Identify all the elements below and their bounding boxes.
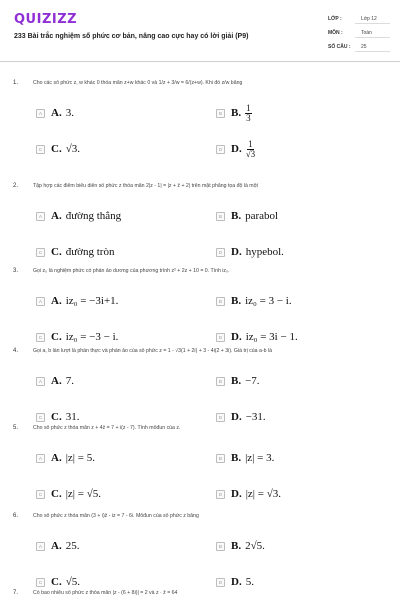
option-letter: A. <box>51 375 62 387</box>
option-letter: C. <box>51 576 62 588</box>
meta-value: Toán <box>355 28 390 38</box>
option-checkbox[interactable]: B <box>216 454 225 463</box>
option-letter: D. <box>231 411 242 423</box>
option-b[interactable] <box>216 294 292 308</box>
option-value: iz₀ = 3i − 1. <box>245 331 298 343</box>
option-checkbox[interactable]: A <box>36 109 45 118</box>
option-checkbox[interactable]: B <box>216 297 225 306</box>
option-checkbox[interactable]: C <box>36 145 45 154</box>
option-text <box>231 104 252 123</box>
option-text <box>231 295 292 307</box>
question-text: Cho số phức z thỏa mãn (3 + i)z̄ - iz = 7 - 6i. Môđun của số phức z bằng <box>33 513 199 519</box>
option-text <box>231 140 255 159</box>
fraction <box>246 140 255 159</box>
option-text <box>231 331 298 343</box>
option-text <box>51 295 118 307</box>
option-checkbox[interactable]: B <box>216 109 225 118</box>
meta-row-class <box>328 12 390 26</box>
option-letter: D. <box>231 246 242 258</box>
option-a[interactable] <box>36 209 121 223</box>
option-text <box>51 488 101 500</box>
option-value: 5. <box>245 576 254 588</box>
option-c[interactable] <box>36 410 79 424</box>
option-text <box>51 246 114 258</box>
option-d[interactable] <box>216 410 266 424</box>
question-number: 1. <box>13 80 19 86</box>
meta-row-subject <box>328 26 390 40</box>
option-value: 25. <box>65 540 80 552</box>
option-d[interactable] <box>216 245 284 259</box>
option-letter: D. <box>231 331 242 343</box>
option-a[interactable] <box>36 539 79 553</box>
option-letter: B. <box>231 452 242 464</box>
option-a[interactable] <box>36 294 118 308</box>
option-letter: A. <box>51 540 62 552</box>
option-b[interactable] <box>216 374 260 388</box>
option-text <box>51 331 118 343</box>
option-checkbox[interactable]: C <box>36 333 45 342</box>
meta-label: LỚP : <box>328 16 342 22</box>
option-c[interactable] <box>36 575 80 589</box>
option-letter: D. <box>231 488 242 500</box>
option-d[interactable] <box>216 330 298 344</box>
option-text <box>231 411 266 423</box>
option-letter: C. <box>51 488 62 500</box>
option-c[interactable] <box>36 245 114 259</box>
option-letter: C. <box>51 143 62 155</box>
question-number: 5. <box>13 425 19 431</box>
option-checkbox[interactable]: D <box>216 413 225 422</box>
option-text <box>231 210 278 222</box>
question-text: Có bao nhiêu số phức z thỏa mãn |z - (6 + 8i)| = 2 và z · z̄ = 64 <box>33 590 178 596</box>
option-checkbox[interactable]: D <box>216 333 225 342</box>
meta-label: MÔN : <box>328 30 343 36</box>
option-text <box>231 452 274 464</box>
option-checkbox[interactable]: C <box>36 248 45 257</box>
option-checkbox[interactable]: A <box>36 454 45 463</box>
question-number: 4. <box>13 348 19 354</box>
option-b[interactable] <box>216 451 274 465</box>
option-value: iz₀ = −3 − i. <box>65 331 119 343</box>
option-checkbox[interactable]: D <box>216 248 225 257</box>
question-text: Tập hợp các điểm biểu diễn số phức z thỏa mãn 2|z - 1| = |z + z̄ + 2| trên mặt phẳng tọa độ là một <box>33 183 258 189</box>
option-text <box>51 452 95 464</box>
option-value: 3. <box>65 107 74 119</box>
option-text <box>51 107 74 119</box>
option-letter: C. <box>51 246 62 258</box>
option-a[interactable] <box>36 374 74 388</box>
option-text <box>231 246 284 258</box>
option-value: −31. <box>245 411 266 423</box>
option-letter: A. <box>51 107 62 119</box>
option-value: 2√5. <box>245 540 265 552</box>
question-text: Gọi a, b lần lượt là phần thực và phần ảo của số phức z = 1 - √3(1 + 2i) + 3 - 4i(2 + 3i). Giá trị của a-b là <box>33 348 272 354</box>
option-checkbox[interactable]: B <box>216 377 225 386</box>
quizizz-logo: QUIZIZZ <box>14 12 78 27</box>
document-title: 233 Bài trắc nghiệm số phức cơ bản, nâng cao cực hay có lời giải (P9) <box>14 33 249 40</box>
question-number: 7. <box>13 590 19 596</box>
option-a[interactable] <box>36 106 74 120</box>
option-b[interactable] <box>216 102 252 123</box>
option-text <box>51 375 74 387</box>
option-a[interactable] <box>36 451 95 465</box>
document-header <box>0 0 400 62</box>
option-text <box>231 540 265 552</box>
option-checkbox[interactable]: D <box>216 490 225 499</box>
option-letter: D. <box>231 142 242 155</box>
meta-info <box>328 12 390 54</box>
fraction-numerator: 1 <box>246 102 251 113</box>
option-d[interactable] <box>216 487 281 501</box>
option-text <box>51 143 80 155</box>
option-value: 31. <box>65 411 80 423</box>
option-letter: B. <box>231 540 242 552</box>
option-value: iz₀ = −3i+1. <box>65 295 119 307</box>
option-letter: B. <box>231 210 242 222</box>
option-letter: C. <box>51 331 62 343</box>
fraction-denominator: 3 <box>246 112 251 123</box>
option-text <box>231 488 281 500</box>
option-checkbox[interactable]: D <box>216 145 225 154</box>
option-b[interactable] <box>216 539 265 553</box>
option-letter: C. <box>51 411 62 423</box>
fraction-numerator: 1 <box>248 138 253 149</box>
option-checkbox[interactable]: A <box>36 377 45 386</box>
option-text <box>231 375 260 387</box>
option-checkbox[interactable]: C <box>36 413 45 422</box>
option-value: |z| = √3. <box>245 488 281 500</box>
option-letter: A. <box>51 295 62 307</box>
question-text: Cho các số phức z, w khác 0 thỏa mãn z+w khác 0 và 1/z + 3/w = 6/(z+w). Khi đó z/w bằng <box>33 80 243 86</box>
option-c[interactable] <box>36 142 80 156</box>
option-text <box>51 411 79 423</box>
option-value: 7. <box>65 375 74 387</box>
option-letter: A. <box>51 452 62 464</box>
option-c[interactable] <box>36 330 118 344</box>
option-value: parabol <box>245 210 279 222</box>
question-number: 6. <box>13 513 19 519</box>
option-checkbox[interactable]: A <box>36 212 45 221</box>
meta-row-question-count <box>328 40 390 54</box>
option-value: |z| = √5. <box>65 488 101 500</box>
option-letter: D. <box>231 576 242 588</box>
option-value: −7. <box>245 375 260 387</box>
option-letter: B. <box>231 106 242 119</box>
option-b[interactable] <box>216 209 278 223</box>
option-value: √5. <box>65 576 80 588</box>
option-value: |z| = 5. <box>65 452 95 464</box>
question-text: Gọi z₀ là nghiệm phức có phần ảo dương của phương trình z² + 2z + 10 = 0. Tính iz₀. <box>33 268 230 274</box>
option-letter: B. <box>231 375 242 387</box>
option-d[interactable] <box>216 138 256 159</box>
option-checkbox[interactable]: A <box>36 542 45 551</box>
option-value: hypebol. <box>245 246 284 258</box>
option-value: √3. <box>65 143 80 155</box>
option-value: đường thẳng <box>65 210 122 222</box>
option-d[interactable] <box>216 575 254 589</box>
option-text <box>51 576 80 588</box>
option-text <box>51 540 79 552</box>
question-number: 3. <box>13 268 19 274</box>
option-checkbox[interactable]: C <box>36 490 45 499</box>
option-value: iz₀ = 3 − i. <box>245 295 292 307</box>
option-letter: B. <box>231 295 242 307</box>
fraction-denominator: √3 <box>245 148 256 159</box>
meta-value: 25 <box>355 42 390 52</box>
option-value: |z| = 3. <box>245 452 275 464</box>
option-checkbox[interactable]: B <box>216 212 225 221</box>
option-letter: A. <box>51 210 62 222</box>
meta-label: SỐ CÂU : <box>328 44 351 50</box>
option-text <box>51 210 121 222</box>
option-text <box>231 576 254 588</box>
option-checkbox[interactable]: D <box>216 578 225 587</box>
question-text: Cho số phức z thỏa mãn z + 4z̄ = 7 + i(z - 7). Tính môđun của z. <box>33 425 181 431</box>
option-checkbox[interactable]: B <box>216 542 225 551</box>
question-number: 2. <box>13 183 19 189</box>
option-value: đường tròn <box>65 246 115 258</box>
option-checkbox[interactable]: A <box>36 297 45 306</box>
fraction <box>245 104 252 123</box>
meta-value: Lớp 12 <box>355 14 390 24</box>
option-c[interactable] <box>36 487 101 501</box>
option-checkbox[interactable]: C <box>36 578 45 587</box>
